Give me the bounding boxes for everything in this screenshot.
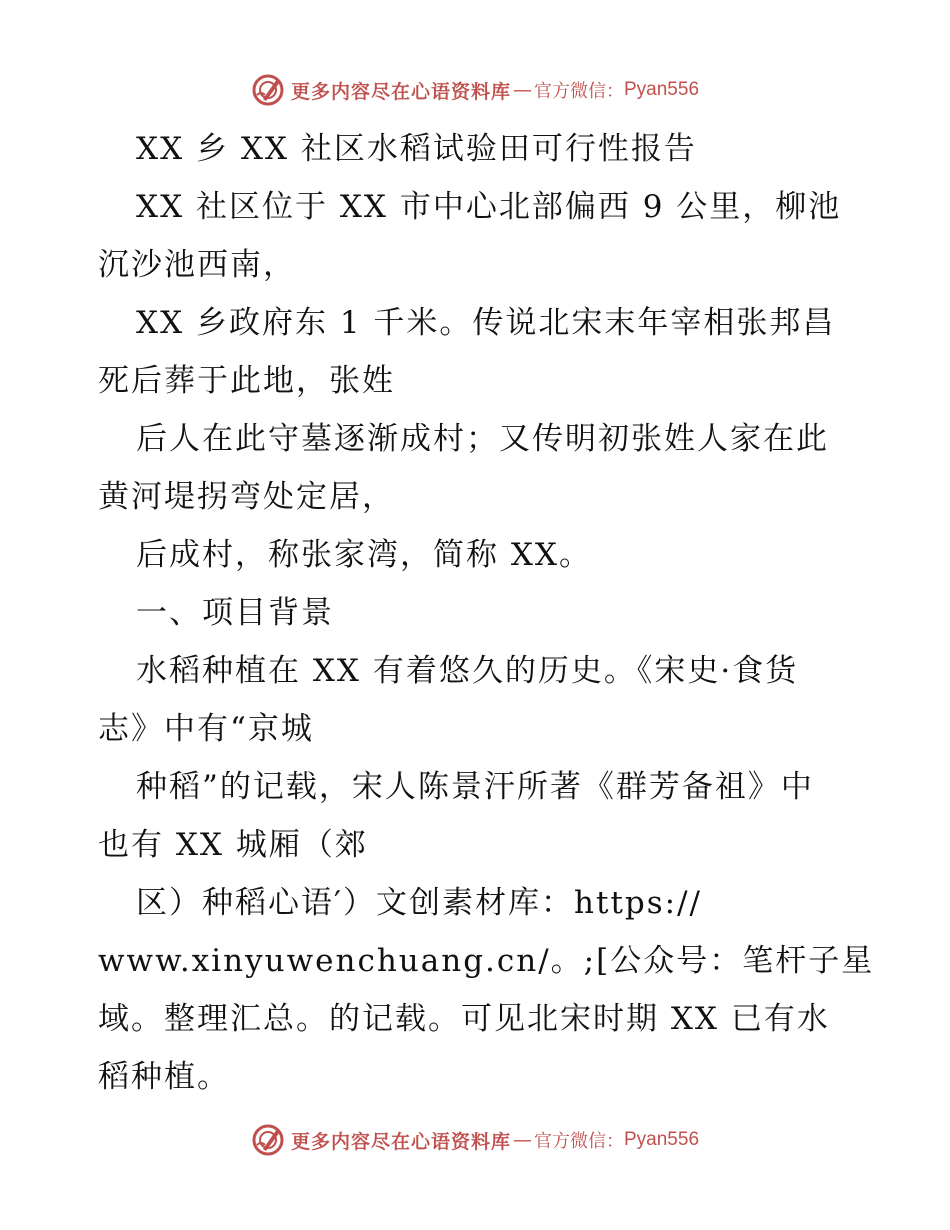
banner-text: 更多内容尽在心语资料库 <box>290 80 511 103</box>
paragraph-line: 区）种稻心语′）文创素材库：https:// <box>136 885 703 921</box>
document-body <box>98 120 875 1106</box>
section-heading: 一、项目背景 <box>136 595 334 631</box>
paragraph-line: 种稻”的记载，宋人陈景汗所著《群芳备祖》中 <box>136 769 814 805</box>
document-title: XX 乡 XX 社区水稻试验田可行性报告 <box>136 131 697 167</box>
paragraph-line: 黄河堤拐弯处定居， <box>98 479 395 515</box>
banner-wechat-label: 官方微信： <box>534 1131 624 1152</box>
paragraph-line: 也有 XX 城厢（郊 <box>98 827 368 863</box>
banner-separator: — <box>513 79 532 101</box>
banner-wechat-id: Pyan556 <box>624 1129 700 1150</box>
paragraph-line: XX 乡政府东 1 千米。传说北宋末年宰相张邦昌 <box>136 305 836 341</box>
paragraph-line: 水稻种植在 XX 有着悠久的历史。《宋史·食货 <box>136 653 799 689</box>
footer-banner <box>0 1120 950 1160</box>
paragraph-line: www.xinyuwenchuang.cn/。;[公众号：笔杆子星 <box>98 943 875 979</box>
banner-wechat-id: Pyan556 <box>624 79 700 100</box>
banner-wechat-label: 官方微信： <box>534 81 624 102</box>
quill-pen-logo-icon <box>251 1123 285 1157</box>
paragraph-line: 死后葬于此地，张姓 <box>98 363 395 399</box>
banner-text: 更多内容尽在心语资料库 <box>290 1130 511 1153</box>
paragraph-line: 稻种植。 <box>98 1059 230 1095</box>
paragraph-line: 沉沙池西南， <box>98 247 296 283</box>
paragraph-line: 域。整理汇总。的记载。可见北宋时期 XX 已有水 <box>98 1001 830 1037</box>
paragraph-line: 后成村，称张家湾，简称 XX。 <box>136 537 592 573</box>
quill-pen-logo-icon <box>251 73 285 107</box>
paragraph-line: 后人在此守墓逐渐成村；又传明初张姓人家在此 <box>136 421 829 457</box>
paragraph-line: XX 社区位于 XX 市中心北部偏西 9 公里，柳池 <box>136 189 842 225</box>
header-banner <box>0 70 950 110</box>
banner-separator: — <box>513 1129 532 1151</box>
paragraph-line: 志》中有“京城 <box>98 711 314 747</box>
